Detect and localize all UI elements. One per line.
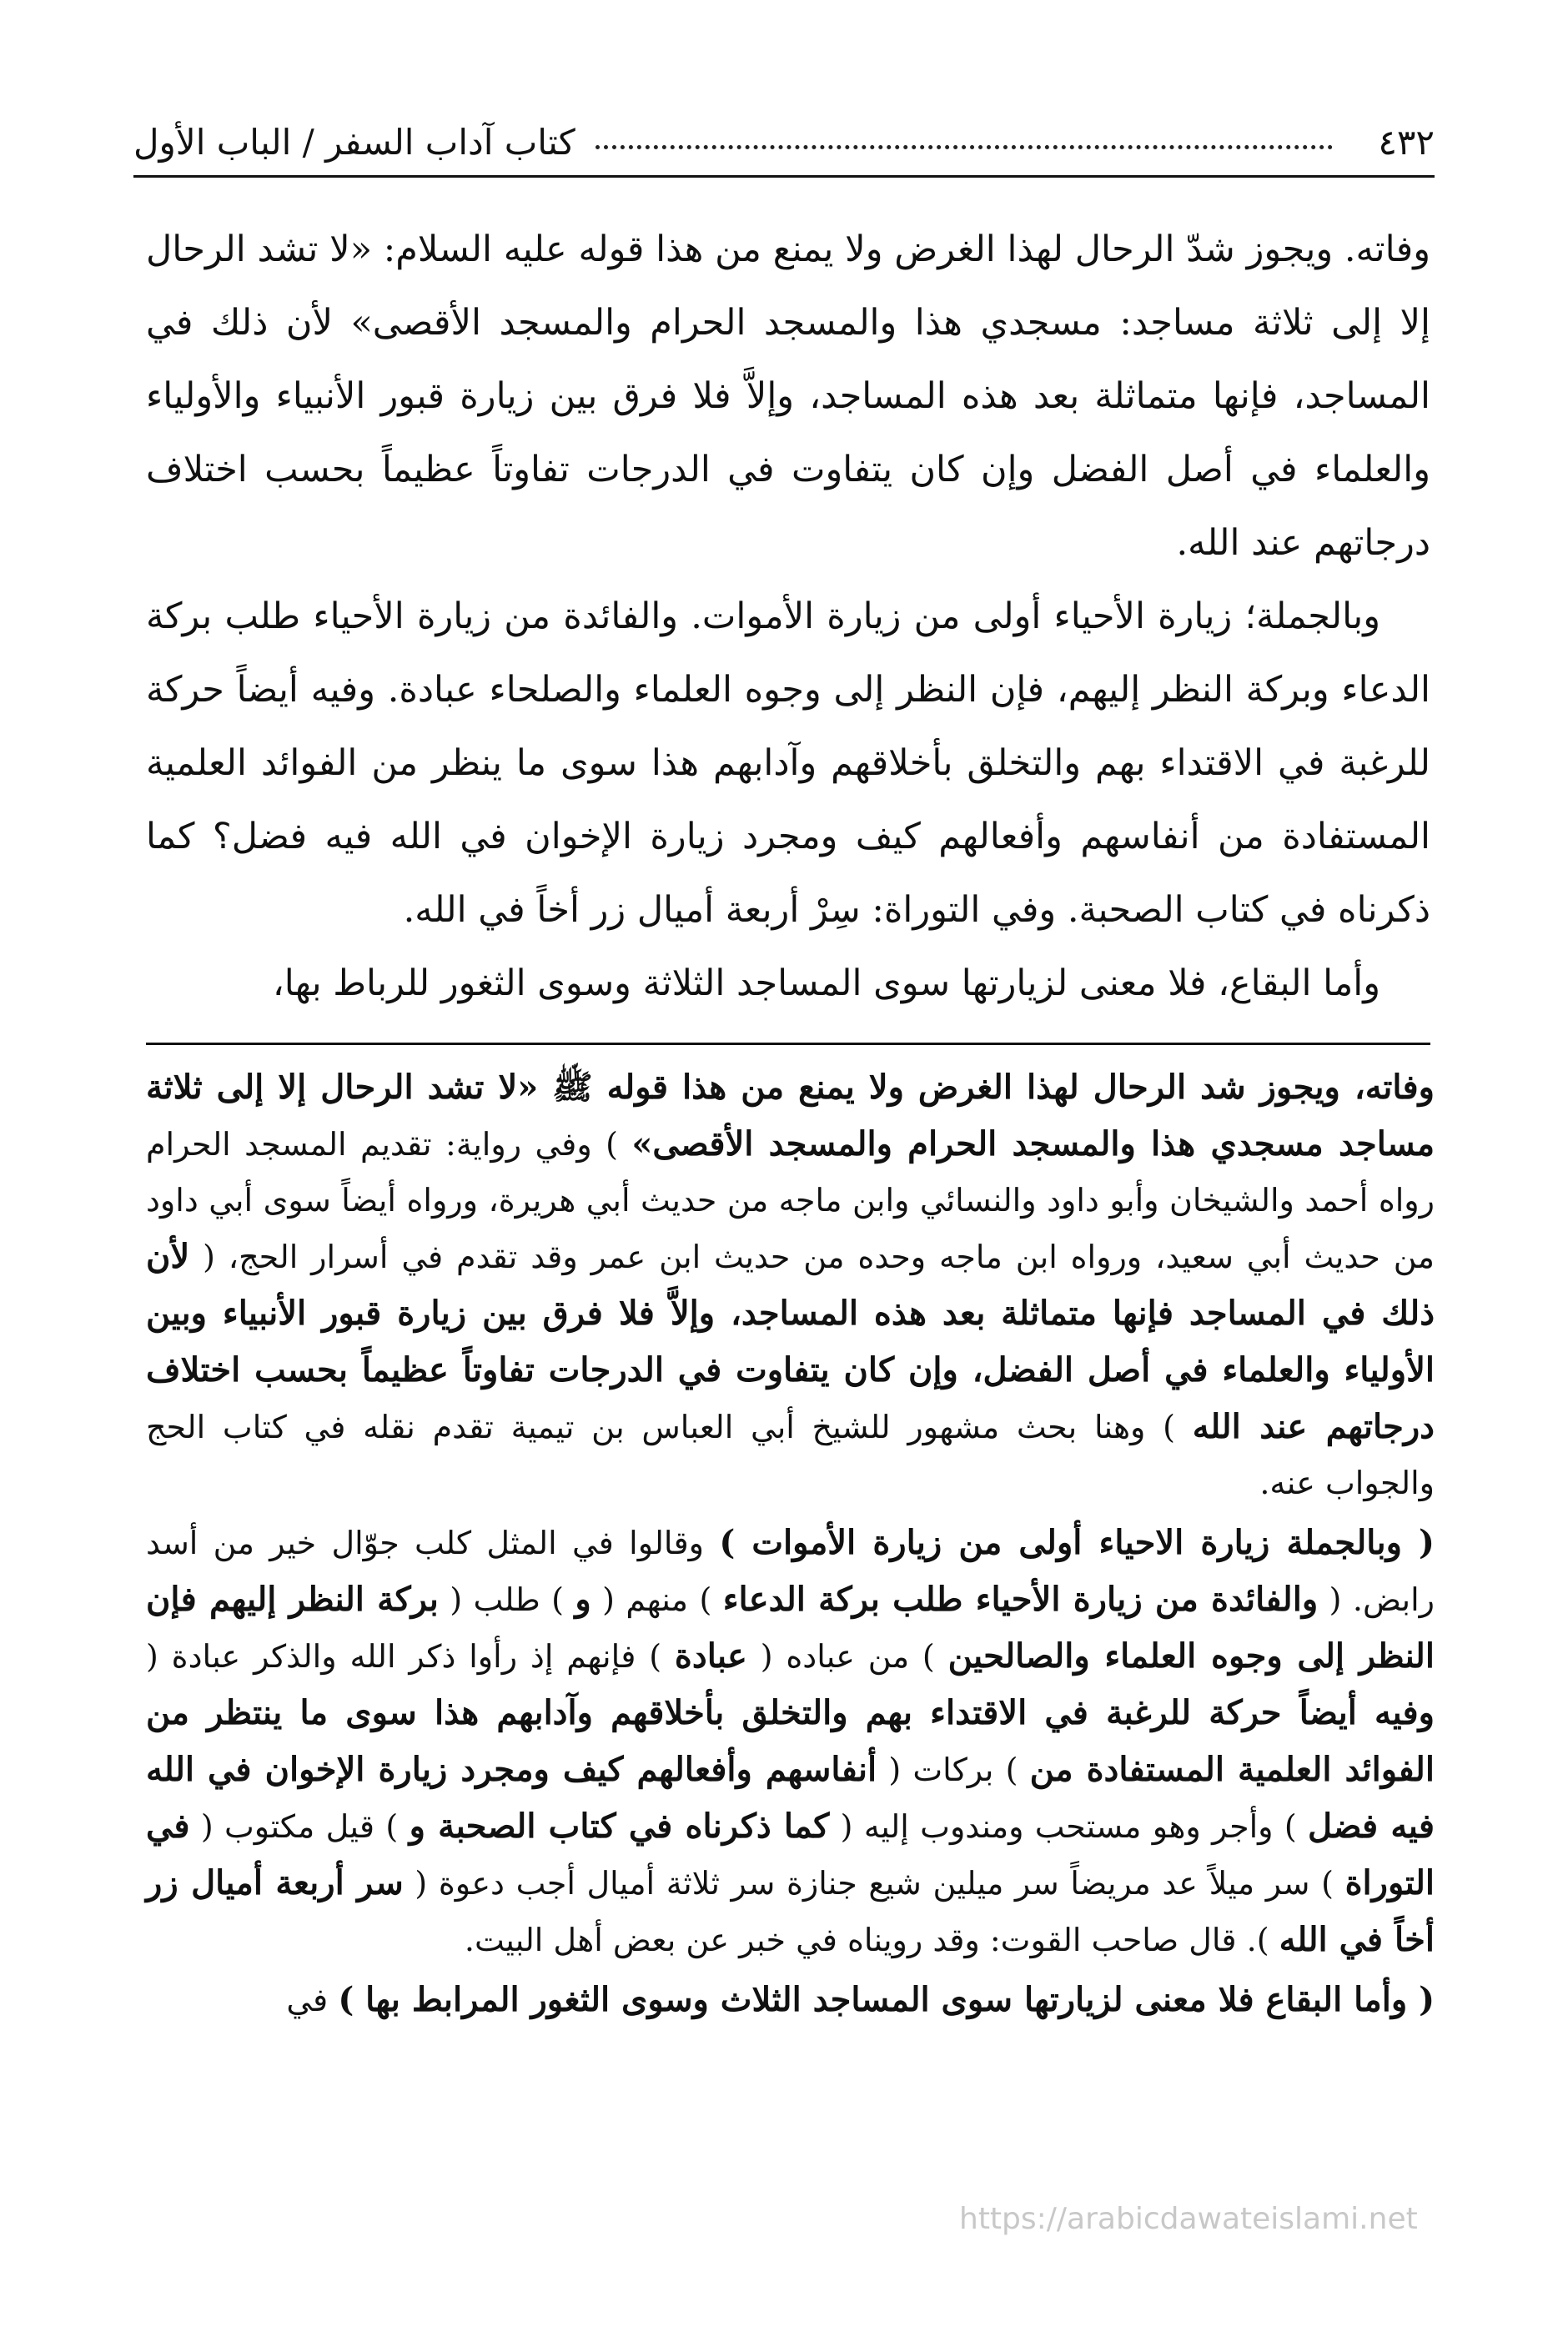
commentary-quote: كما ذكرناه في كتاب الصحبة و — [409, 1807, 830, 1846]
commentary-text: ). قال صاحب القوت: وقد رويناه في خبر عن بعض أهل البيت. — [464, 1922, 1269, 1958]
commentary-paragraph-3 — [146, 1972, 1435, 2028]
commentary-text: في — [286, 1982, 329, 2018]
commentary-text: ) وهنا بحث مشهور للشيخ أبي العباس بن تيمية تقدم نقله في كتاب الحج والجواب عنه. — [146, 1409, 1435, 1501]
commentary-quote: و — [575, 1580, 591, 1619]
commentary-quote: سر أربعة أميال زر أخاً في الله — [146, 1863, 1435, 1959]
watermark-url: https://arabicdawateislami.net — [959, 2202, 1418, 2236]
commentary-block — [146, 1059, 1435, 2032]
commentary-text: ) طلب ( — [450, 1581, 564, 1618]
commentary-quote: أنفاسهم وأفعالهم كيف ومجرد زيارة الإخوان في الله فيه فضل — [146, 1750, 1435, 1846]
main-paragraph-3: وأما البقاع، فلا معنى لزيارتها سوى المساجد الثلاثة وسوى الثغور للرباط بها، — [272, 962, 1380, 1004]
main-paragraph-2: وبالجملة؛ زيارة الأحياء أولى من زيارة الأموات. والفائدة من زيارة الأحياء طلب بركة الدعاء وبركة النظر إليهم، فإن النظر إلى وجوه العلماء والصلحاء عبادة. وفيه أيضاً حركة للرغبة في الاقتداء بهم والتخلق بأخلاقهم وآدابهم هذا سوى ما ينظر من الفوائد العلمية المستفادة من أنفاسهم وأفعالهم كيف ومجرد زيارة الإخوان في الله فيه فضل؟ كما ذكرناه في كتاب الصحبة. وفي التوراة: سِرْ أربعة أميال زر أخاً في الله. — [146, 596, 1430, 931]
commentary-paragraph-2 — [146, 1515, 1435, 1968]
commentary-quote: وفاته، ويجوز شد الرحال لهذا الغرض ولا يمنع من هذا قوله ﷺ «لا تشد الرحال إلا إلى ثلاثة مساجد مسجدي هذا والمسجد الحرام والمسجد الأقصى» — [146, 1068, 1435, 1163]
commentary-text: ) قيل مكتوب ( — [200, 1808, 399, 1845]
commentary-text: ) وفي رواية: تقديم المسجد الحرام رواه أحمد والشيخان وأبو داود والنسائي وابن ماجه من حديث أبي هريرة، ورواه أيضاً سوى أبي داود من حديث أبي سعيد، ورواه ابن ماجه وحده من حديث ابن عمر وقد تقدم في أسرار الحج، ( — [146, 1126, 1435, 1275]
header-rule — [133, 175, 1435, 178]
commentary-quote: وفيه أيضاً حركة للرغبة في الاقتداء بهم والتخلق بأخلاقهم وآدابهم هذا سوى ما ينتظر من الفوائد العلمية المستفادة من — [146, 1693, 1435, 1789]
commentary-quote: ( وأما البقاع فلا معنى لزيارتها سوى المساجد الثلاث وسوى الثغور المرابط بها ) — [338, 1980, 1435, 2019]
commentary-quote: في التوراة — [146, 1807, 1435, 1902]
main-text-block — [146, 213, 1430, 1020]
commentary-text: ) وأجر وهو مستحب ومندوب إليه ( — [840, 1808, 1297, 1845]
commentary-quote: والفائدة من زيارة الأحياء طلب بركة الدعاء — [722, 1580, 1319, 1619]
commentary-text: ) فإنهم إذ رأوا ذكر الله والذكر عبادة ( — [146, 1638, 662, 1675]
header-leader-dots — [596, 145, 1334, 149]
header-title: كتاب آداب السفر / الباب الأول — [133, 121, 575, 163]
commentary-text: وقالوا في المثل كلب جوّال خير من أسد رابض. ( — [146, 1525, 1435, 1618]
commentary-text: ) من عباده ( — [760, 1638, 935, 1675]
commentary-divider — [146, 1043, 1430, 1045]
commentary-quote: ( وبالجملة زيارة الاحياء أولى من زيارة الأموات ) — [719, 1523, 1435, 1562]
commentary-text: ) بركات ( — [888, 1752, 1018, 1788]
running-header — [133, 108, 1435, 175]
commentary-text: ) منهم ( — [602, 1581, 712, 1618]
commentary-quote: بركة النظر إليهم فإن النظر إلى وجوه العلماء والصالحين — [146, 1580, 1435, 1676]
commentary-paragraph-1 — [146, 1059, 1435, 1511]
commentary-quote: عبادة — [674, 1636, 747, 1676]
commentary-text: ) سر ميلاً عد مريضاً سر ميلين شيع جنازة سر ثلاثة أميال أجب دعوة ( — [415, 1865, 1334, 1902]
main-paragraph-1: وفاته. ويجوز شدّ الرحال لهذا الغرض ولا يمنع من هذا قوله عليه السلام: «لا تشد الرحال إلا إلى ثلاثة مساجد: مسجدي هذا والمسجد الحرام والمسجد الأقصى» لأن ذلك في المساجد، فإنها متماثلة بعد هذه المساجد، وإلاَّ فلا فرق بين زيارة قبور الأنبياء والأولياء والعلماء في أصل الفضل وإن كان يتفاوت في الدرجات تفاوتاً عظيماً بحسب اختلاف درجاتهم عند الله. — [146, 229, 1430, 564]
commentary-quote: لأن ذلك في المساجد فإنها متماثلة بعد هذه المساجد، وإلاَّ فلا فرق بين زيارة قبور الأنبياء وبين الأولياء والعلماء في أصل الفضل، وإن كان يتفاوت في الدرجات تفاوتاً عظيماً بحسب اختلاف درجاتهم عند الله — [146, 1237, 1435, 1446]
page-number: ٤٣٢ — [1378, 121, 1435, 163]
